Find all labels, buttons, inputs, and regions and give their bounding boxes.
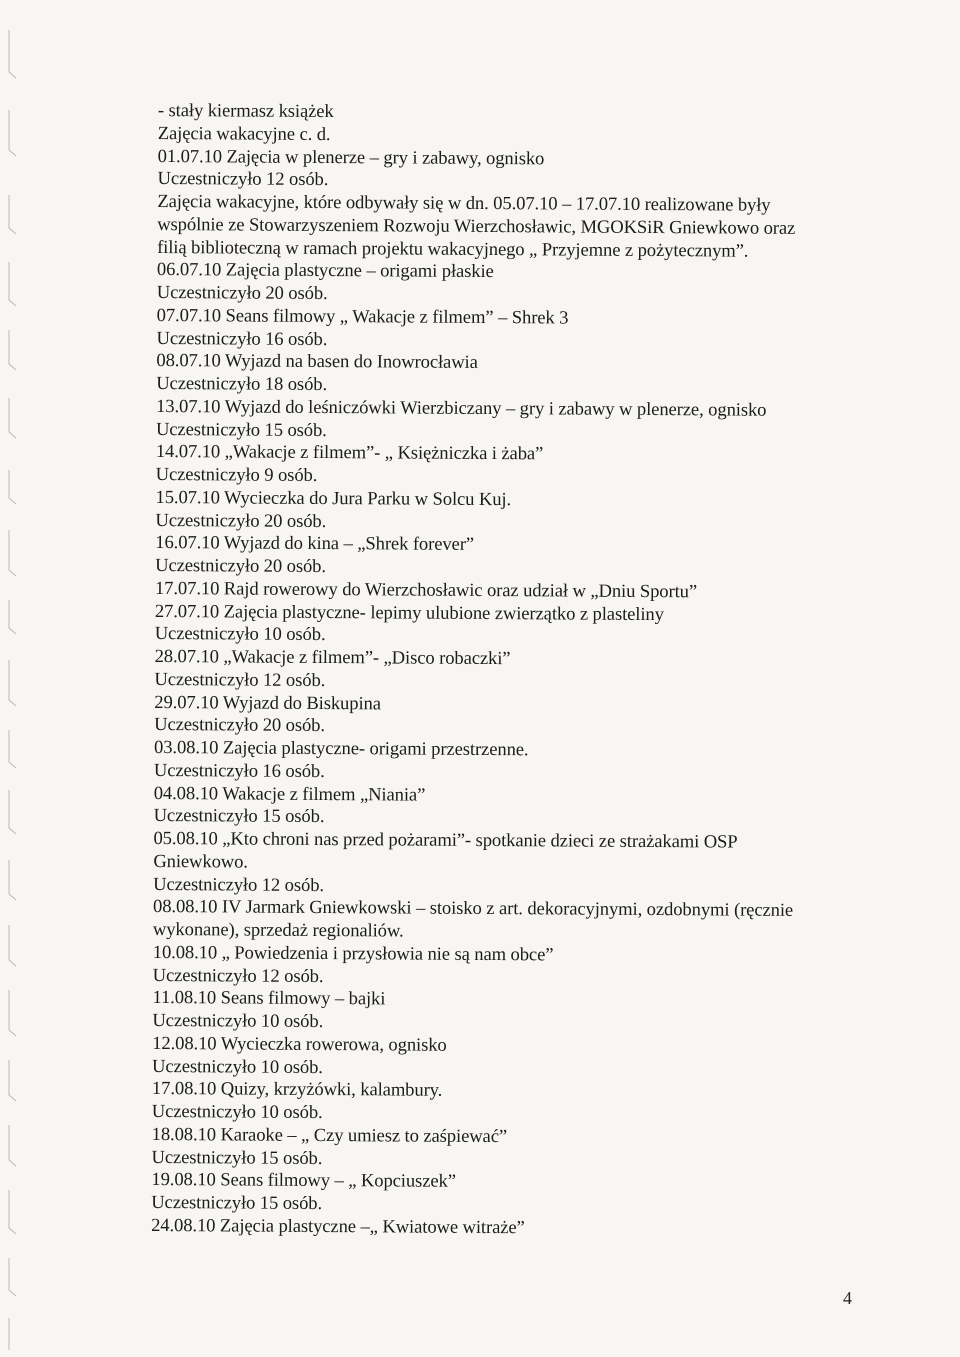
text-line: Uczestniczyło 20 osób. [155, 509, 327, 532]
binder-hole-marks [0, 0, 40, 1357]
text-line: 12.08.10 Wycieczka rowerowa, ognisko [152, 1032, 447, 1056]
text-line: 14.07.10 „Wakacje z filmem”- „ Księżniczka i żaba” [155, 441, 544, 465]
text-line: 08.07.10 Wyjazd na basen do Inowrocławia [156, 350, 478, 374]
text-line: 28.07.10 „Wakacje z filmem”- „Disco robaczki” [154, 645, 511, 670]
text-line: Uczestniczyło 15 osób. [153, 805, 325, 828]
binder-marks-graphic [0, 0, 40, 1357]
text-line: Uczestniczyło 20 osób. [156, 281, 328, 305]
text-line: 07.07.10 Seans filmowy „ Wakacje z filmem” – Shrek 3 [156, 304, 569, 329]
page-number: 4 [843, 1288, 852, 1308]
text-line: Zajęcia wakacyjne c. d. [157, 122, 331, 145]
text-line: 04.08.10 Wakacje z filmem „Niania” [153, 782, 426, 806]
text-line: Uczestniczyło 12 osób. [154, 668, 326, 691]
text-line: Uczestniczyło 18 osób. [156, 372, 328, 396]
text-line: Uczestniczyło 15 osób. [151, 1191, 323, 1215]
text-line: 18.08.10 Karaoke – „ Czy umiesz to zaśpiewać” [151, 1123, 508, 1147]
text-line: Uczestniczyło 10 osób. [154, 623, 326, 646]
text-line: 29.07.10 Wyjazd do Biskupina [154, 691, 381, 714]
text-line: 06.07.10 Zajęcia plastyczne – origami płaskie [156, 259, 494, 283]
text-line: Uczestniczyło 15 osób. [155, 418, 327, 441]
text-line: 11.08.10 Seans filmowy – bajki [152, 987, 386, 1010]
text-line: Zajęcia wakacyjne, które odbywały się w dn. 05.07.10 – 17.07.10 realizowane były [157, 190, 771, 216]
text-line: 01.07.10 Zajęcia w plenerze – gry i zabawy, ognisko [157, 145, 545, 169]
text-line: 17.08.10 Quizy, krzyżówki, kalambury. [151, 1078, 443, 1102]
text-line: 19.08.10 Seans filmowy – „ Kopciuszek” [151, 1169, 456, 1193]
text-line: 05.08.10 „Kto chroni nas przed pożarami”- spotkanie dzieci ze strażakami OSP [153, 827, 738, 853]
text-line: 16.07.10 Wyjazd do kina – „Shrek forever” [155, 532, 475, 556]
text-line: Uczestniczyło 20 osób. [155, 554, 327, 578]
text-line: wspólnie ze Stowarzyszeniem Rozwoju Wierzchosławic, MGOKSiR Gniewkowo oraz [157, 213, 796, 239]
text-line: 15.07.10 Wycieczka do Jura Parku w Solcu Kuj. [155, 486, 512, 510]
text-line: 08.08.10 IV Jarmark Gniewkowski – stoisko z art. dekoracyjnymi, ozdobnymi (ręcznie [153, 896, 794, 922]
text-line: 24.08.10 Zajęcia plastyczne –„ Kwiatowe witraże” [151, 1214, 525, 1239]
text-line: Uczestniczyło 12 osób. [157, 168, 329, 191]
text-line: Uczestniczyło 16 osób. [156, 327, 328, 350]
text-line: Uczestniczyło 10 osób. [152, 1055, 323, 1078]
text-line: Uczestniczyło 9 osób. [155, 463, 318, 486]
document-text-body [151, 100, 848, 1242]
text-line: 27.07.10 Zajęcia plastyczne- lepimy ulubione zwierzątko z plasteliny [154, 600, 664, 625]
text-line: Uczestniczyło 12 osób. [152, 964, 324, 987]
text-line: Uczestniczyło 15 osób. [151, 1146, 323, 1169]
text-line: 03.08.10 Zajęcia plastyczne- origami przestrzenne. [153, 736, 529, 761]
text-line: 13.07.10 Wyjazd do leśniczówki Wierzbiczany – gry i zabawy w plenerze, ognisko [156, 395, 767, 421]
text-line: Uczestniczyło 12 osób. [153, 873, 325, 896]
text-line: filią biblioteczną w ramach projektu wakacyjnego „ Przyjemne z pożytecznym”. [157, 236, 749, 262]
text-line: - stały kiermasz książek [157, 100, 334, 123]
text-line: wykonane), sprzedaż regionaliów. [152, 918, 404, 942]
text-line: Gniewkowo. [153, 850, 248, 873]
text-line: 10.08.10 „ Powiedzenia i przysłowia nie są nam obce” [152, 941, 554, 966]
text-line: Uczestniczyło 20 osób. [154, 714, 326, 737]
text-line: Uczestniczyło 16 osób. [153, 759, 325, 782]
text-line: 17.07.10 Rajd rowerowy do Wierzchosławic oraz udział w „Dniu Sportu” [154, 577, 698, 603]
text-line: Uczestniczyło 10 osób. [152, 1009, 324, 1033]
text-line: Uczestniczyło 10 osób. [151, 1100, 323, 1124]
